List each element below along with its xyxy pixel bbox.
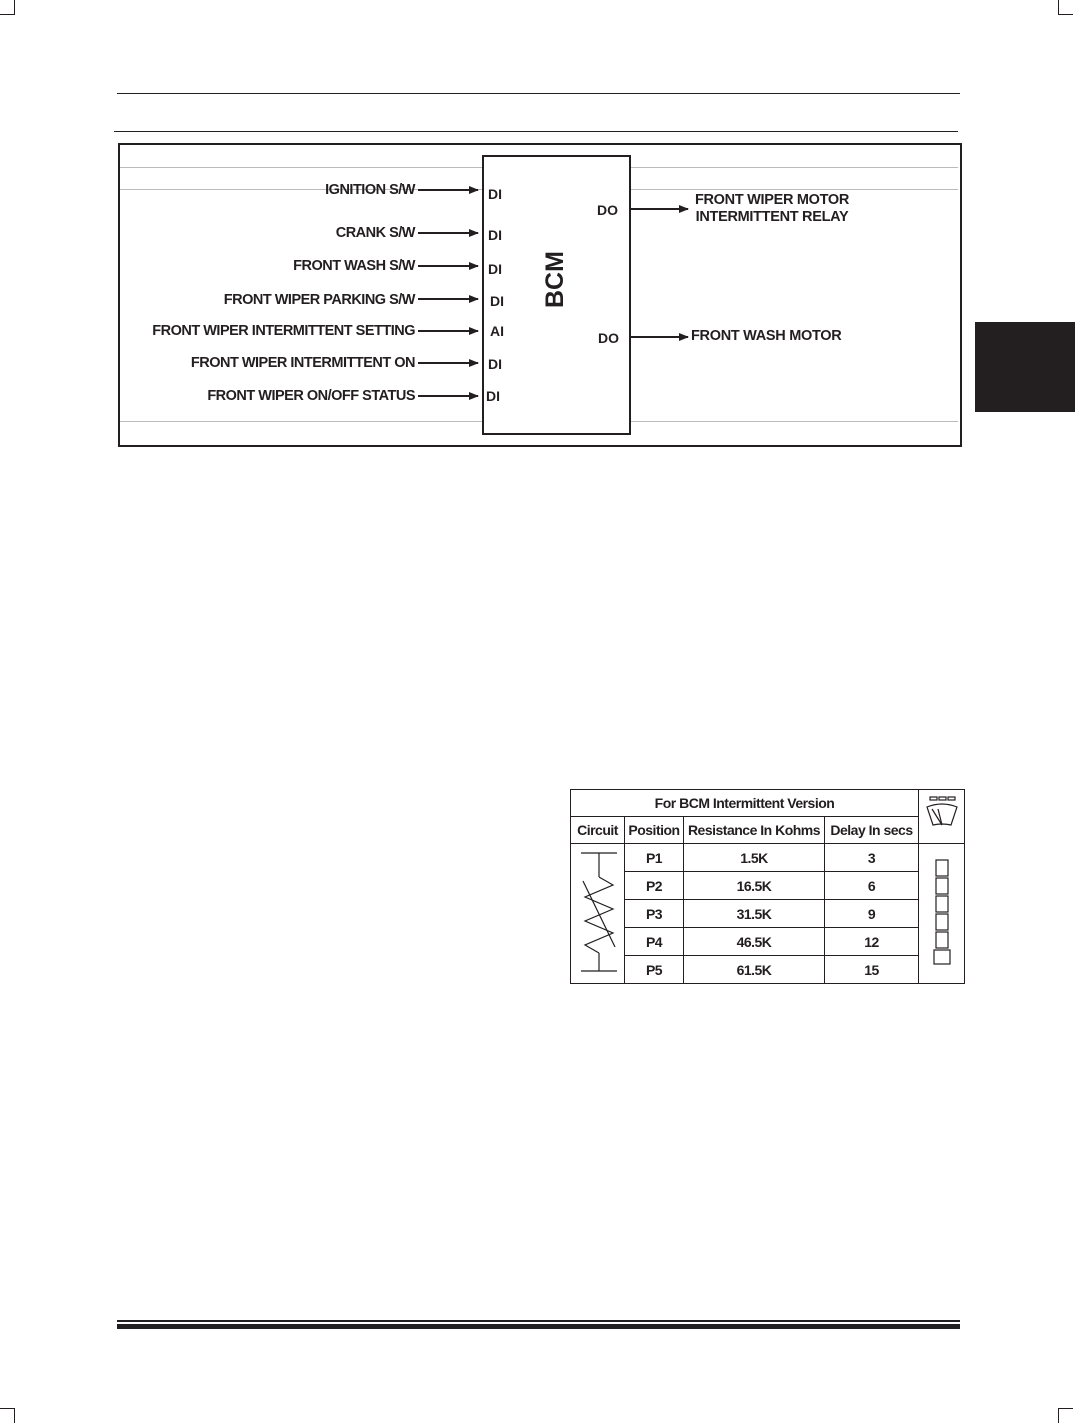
intermittent-dial-icon <box>919 844 965 984</box>
bcm-module-label: BCM <box>541 251 569 308</box>
input-label-int-on: FRONT WIPER INTERMITTENT ON <box>190 355 415 371</box>
input-label-crank: CRANK S/W <box>335 225 415 241</box>
pin-label: AI <box>490 323 504 339</box>
input-label-on-off-status: FRONT WIPER ON/OFF STATUS <box>207 388 415 404</box>
output-label-line: FRONT WIPER MOTOR <box>694 192 850 208</box>
pin-label: DI <box>488 227 502 243</box>
output-label-wash-motor: FRONT WASH MOTOR <box>691 328 842 344</box>
input-label-parking: FRONT WIPER PARKING S/W <box>223 292 415 308</box>
column-header-resistance: Resistance In Kohms <box>684 817 825 844</box>
cell-delay: 3 <box>825 844 919 872</box>
windshield-wiper-icon <box>919 790 965 844</box>
table-row <box>571 872 965 900</box>
pin-label: DI <box>488 356 502 372</box>
column-header-circuit: Circuit <box>571 817 625 844</box>
input-label-ignition: IGNITION S/W <box>325 182 415 198</box>
cell-delay: 6 <box>825 872 919 900</box>
signal-arrows <box>0 0 1075 460</box>
input-label-int-setting: FRONT WIPER INTERMITTENT SETTING <box>152 323 415 339</box>
intermittent-resistance-table <box>570 789 965 984</box>
crop-mark-bottom-left <box>0 1408 15 1423</box>
cell-delay: 12 <box>825 928 919 956</box>
cell-resistance: 16.5K <box>684 872 825 900</box>
resistor-ladder-icon <box>571 844 625 984</box>
pin-label: DO <box>598 330 619 346</box>
column-header-delay: Delay In secs <box>825 817 919 844</box>
pin-label: DI <box>490 293 504 309</box>
cell-resistance: 31.5K <box>684 900 825 928</box>
table-row <box>571 956 965 984</box>
column-header-position: Position <box>625 817 684 844</box>
pin-label: DI <box>488 261 502 277</box>
pin-label: DI <box>486 388 500 404</box>
crop-mark-bottom-right <box>1058 1408 1073 1423</box>
cell-position: P1 <box>625 844 684 872</box>
pin-label: DI <box>488 186 502 202</box>
cell-position: P3 <box>625 900 684 928</box>
footer-rule <box>117 1320 960 1322</box>
cell-resistance: 61.5K <box>684 956 825 984</box>
cell-delay: 15 <box>825 956 919 984</box>
cell-position: P2 <box>625 872 684 900</box>
cell-delay: 9 <box>825 900 919 928</box>
cell-resistance: 1.5K <box>684 844 825 872</box>
table-row <box>571 844 965 872</box>
footer-rule-thick <box>117 1324 960 1329</box>
table-row <box>571 928 965 956</box>
output-label-wiper-relay <box>686 192 858 226</box>
output-label-line: INTERMITTENT RELAY <box>695 209 849 225</box>
pin-label: DO <box>597 202 618 218</box>
cell-resistance: 46.5K <box>684 928 825 956</box>
table-title: For BCM Intermittent Version <box>571 790 919 817</box>
cell-position: P4 <box>625 928 684 956</box>
cell-position: P5 <box>625 956 684 984</box>
table-row <box>571 900 965 928</box>
input-label-front-wash: FRONT WASH S/W <box>293 258 415 274</box>
